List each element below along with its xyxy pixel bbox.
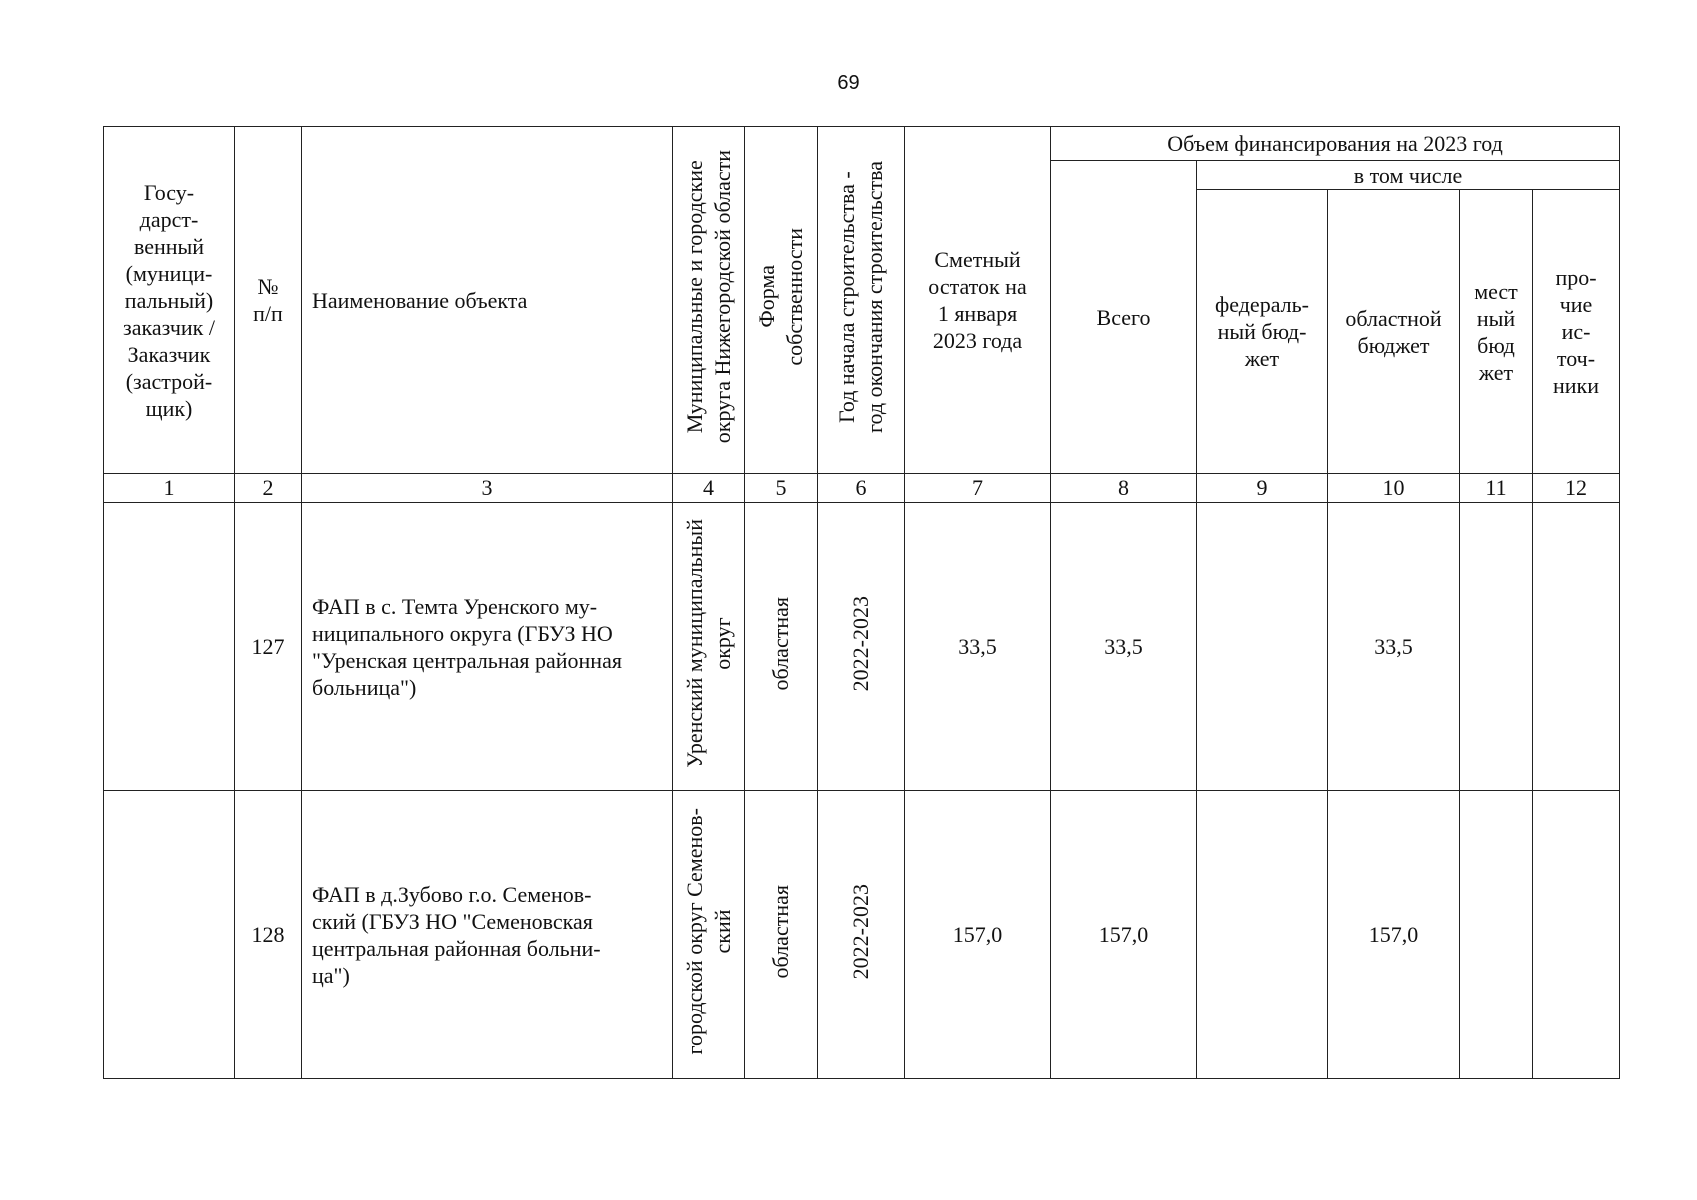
cell-ownership-text: областная bbox=[768, 596, 793, 691]
cell-municipality-text: Уренский муниципальный округ bbox=[681, 519, 735, 768]
header-customer bbox=[104, 127, 235, 474]
cell-total: 157,0 bbox=[1051, 791, 1197, 1079]
header-including-group bbox=[1197, 161, 1620, 190]
column-number: 6 bbox=[818, 474, 905, 503]
header-municipality-label: Муниципальные и городские округа Нижегородской области bbox=[681, 150, 735, 444]
cell-local-budget bbox=[1460, 503, 1533, 791]
page-number: 69 bbox=[837, 72, 860, 94]
column-number: 5 bbox=[745, 474, 818, 503]
header-object-name-label: Наименование объекта bbox=[312, 287, 528, 313]
cell-object-name bbox=[302, 503, 673, 791]
column-number: 9 bbox=[1197, 474, 1328, 503]
cell-object-name-text: ФАП в с. Темта Уренского му- ниципального округа (ГБУЗ НО "Уренская центральная районная больница") bbox=[312, 593, 622, 700]
header-financing-group-label: Объем финансирования на 2023 год bbox=[1167, 131, 1503, 156]
cell-ownership bbox=[745, 791, 818, 1079]
header-customer-label: Госу- дарст- венный (муници- пальный) заказчик / Заказчик (застрой- щик) bbox=[123, 179, 215, 421]
cell-federal-budget bbox=[1197, 791, 1328, 1079]
column-number: 1 bbox=[104, 474, 235, 503]
header-local-budget-label: мест ный бюд жет bbox=[1474, 278, 1518, 385]
header-ownership bbox=[745, 127, 818, 474]
cell-object-name-text: ФАП в д.Зубово г.о. Семенов- ский (ГБУЗ НО "Семеновская центральная районная больни- ца") bbox=[312, 881, 601, 988]
header-local-budget bbox=[1460, 190, 1533, 474]
cell-other-sources bbox=[1533, 503, 1620, 791]
cell-municipality bbox=[673, 791, 745, 1079]
cell-ownership-text: областная bbox=[768, 884, 793, 979]
column-number: 2 bbox=[235, 474, 302, 503]
column-number: 4 bbox=[673, 474, 745, 503]
cell-years bbox=[818, 791, 905, 1079]
header-years-label: Год начала строительства - год окончания строительства bbox=[834, 161, 887, 433]
header-regional-budget bbox=[1328, 190, 1460, 474]
cell-local-budget bbox=[1460, 791, 1533, 1079]
header-other-sources-label: про- чие ис- точ- ники bbox=[1553, 265, 1600, 398]
cell-years bbox=[818, 503, 905, 791]
header-total bbox=[1051, 161, 1197, 474]
header-federal-budget-label: федераль- ный бюд- жет bbox=[1215, 292, 1309, 371]
header-object-name bbox=[302, 127, 673, 474]
cell-estimate-remainder: 157,0 bbox=[905, 791, 1051, 1079]
header-estimate-remainder bbox=[905, 127, 1051, 474]
header-ownership-label: Форма собственности bbox=[754, 228, 807, 366]
header-years bbox=[818, 127, 905, 474]
header-total-label: Всего bbox=[1096, 304, 1151, 330]
cell-total: 33,5 bbox=[1051, 503, 1197, 791]
header-municipality bbox=[673, 127, 745, 474]
cell-other-sources bbox=[1533, 791, 1620, 1079]
column-number: 7 bbox=[905, 474, 1051, 503]
financing-table bbox=[103, 126, 1620, 1079]
cell-regional-budget: 157,0 bbox=[1328, 791, 1460, 1079]
cell-regional-budget: 33,5 bbox=[1328, 503, 1460, 791]
column-number: 3 bbox=[302, 474, 673, 503]
cell-years-text: 2022-2023 bbox=[848, 883, 873, 980]
cell-customer bbox=[104, 791, 235, 1079]
header-estimate-remainder-label: Сметный остаток на 1 января 2023 года bbox=[928, 247, 1027, 353]
table-row bbox=[104, 791, 1620, 1079]
header-other-sources bbox=[1533, 190, 1620, 474]
header-including-group-label: в том числе bbox=[1353, 162, 1463, 188]
column-number: 12 bbox=[1533, 474, 1620, 503]
cell-estimate-remainder: 33,5 bbox=[905, 503, 1051, 791]
cell-municipality bbox=[673, 503, 745, 791]
header-financing-group bbox=[1051, 127, 1620, 161]
column-number: 10 bbox=[1328, 474, 1460, 503]
cell-federal-budget bbox=[1197, 503, 1328, 791]
table-row bbox=[104, 503, 1620, 791]
header-number-label: № п/п bbox=[253, 274, 283, 326]
cell-ownership bbox=[745, 503, 818, 791]
cell-customer bbox=[104, 503, 235, 791]
header-regional-budget-label: областной бюджет bbox=[1345, 305, 1442, 358]
cell-municipality-text: городской округ Семенов- ский bbox=[681, 808, 735, 1055]
column-number: 8 bbox=[1051, 474, 1197, 503]
column-number: 11 bbox=[1460, 474, 1533, 503]
cell-number: 128 bbox=[235, 791, 302, 1079]
column-number-row bbox=[104, 474, 1620, 503]
cell-object-name bbox=[302, 791, 673, 1079]
cell-number: 127 bbox=[235, 503, 302, 791]
header-number bbox=[235, 127, 302, 474]
header-federal-budget bbox=[1197, 190, 1328, 474]
cell-years-text: 2022-2023 bbox=[848, 595, 873, 692]
